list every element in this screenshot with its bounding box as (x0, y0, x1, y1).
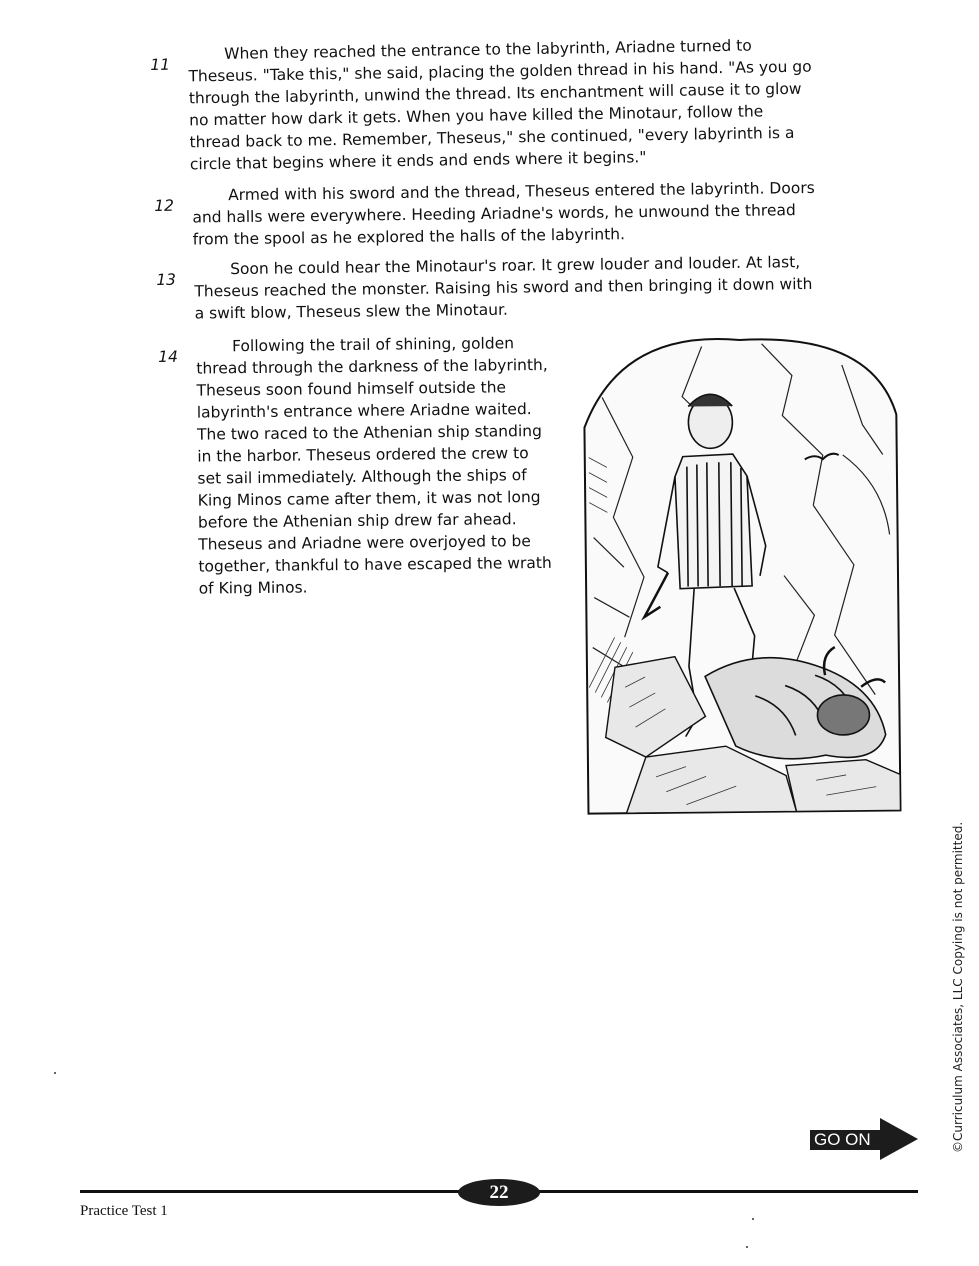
paragraph-number: 11 (150, 55, 171, 74)
go-on-label: GO ON (810, 1130, 875, 1150)
scan-speck (752, 1218, 754, 1220)
footer-label: Practice Test 1 (80, 1203, 168, 1219)
copyright-text: ©Curriculum Associates, LLC Copying is not permitted. (951, 821, 965, 1153)
paragraph-14 (158, 332, 558, 598)
paragraph-text: When they reached the entrance to the labyrinth, Ariadne turned to Theseus. "Take this," she said, placing the golden thread in his hand. "As you go through the labyrinth, unwind the thread. Its enchantment will cause it to glow no matter how dark it gets. When you have killed the Minotaur, follow the thread back to me. Remember, Theseus," she continued, "every labyrinth is a circle that begins where it ends and ends where it begins." (188, 36, 812, 174)
paragraph-number: 14 (158, 347, 179, 366)
scan-speck (746, 1246, 748, 1248)
page-number: 22 (458, 1179, 540, 1206)
footer-rule-left (80, 1190, 462, 1193)
footer-rule-right (536, 1190, 918, 1193)
theseus-minotaur-illustration (582, 334, 903, 815)
scan-speck (54, 1072, 56, 1074)
copyright-notice (948, 810, 965, 1160)
go-on-indicator (810, 1118, 920, 1160)
paragraph-number: 12 (154, 196, 175, 215)
paragraph-12 (154, 177, 824, 249)
paragraph-text: Soon he could hear the Minotaur's roar. It grew louder and louder. At last, Theseus reached the monster. Raising his sword and then bringing it down with a swift blow, Theseus slew the Minotaur. (194, 253, 813, 323)
paragraph-number: 13 (156, 270, 177, 289)
paragraph-text: Armed with his sword and the thread, Theseus entered the labyrinth. Doors and halls were everywhere. Heeding Ariadne's words, he unwound the thread from the spool as he explored the halls of the labyrinth. (192, 178, 815, 249)
paragraph-13 (156, 251, 826, 323)
paragraph-11 (150, 33, 820, 174)
illustration-engraving-icon (582, 334, 903, 815)
paragraph-text: Following the trail of shining, golden thread through the darkness of the labyrinth, Theseus soon found himself outside the labyrinth's entrance where Ariadne waited. The two raced to the Athenian ship standing in the harbor. Theseus ordered the crew to set sail immediately. Although the ships of King Minos came after them, it was not long before the Athenian ship drew far ahead. Theseus and Ariadne were overjoyed to be together, thankful to have escaped the wrath of King Minos. (196, 334, 552, 598)
